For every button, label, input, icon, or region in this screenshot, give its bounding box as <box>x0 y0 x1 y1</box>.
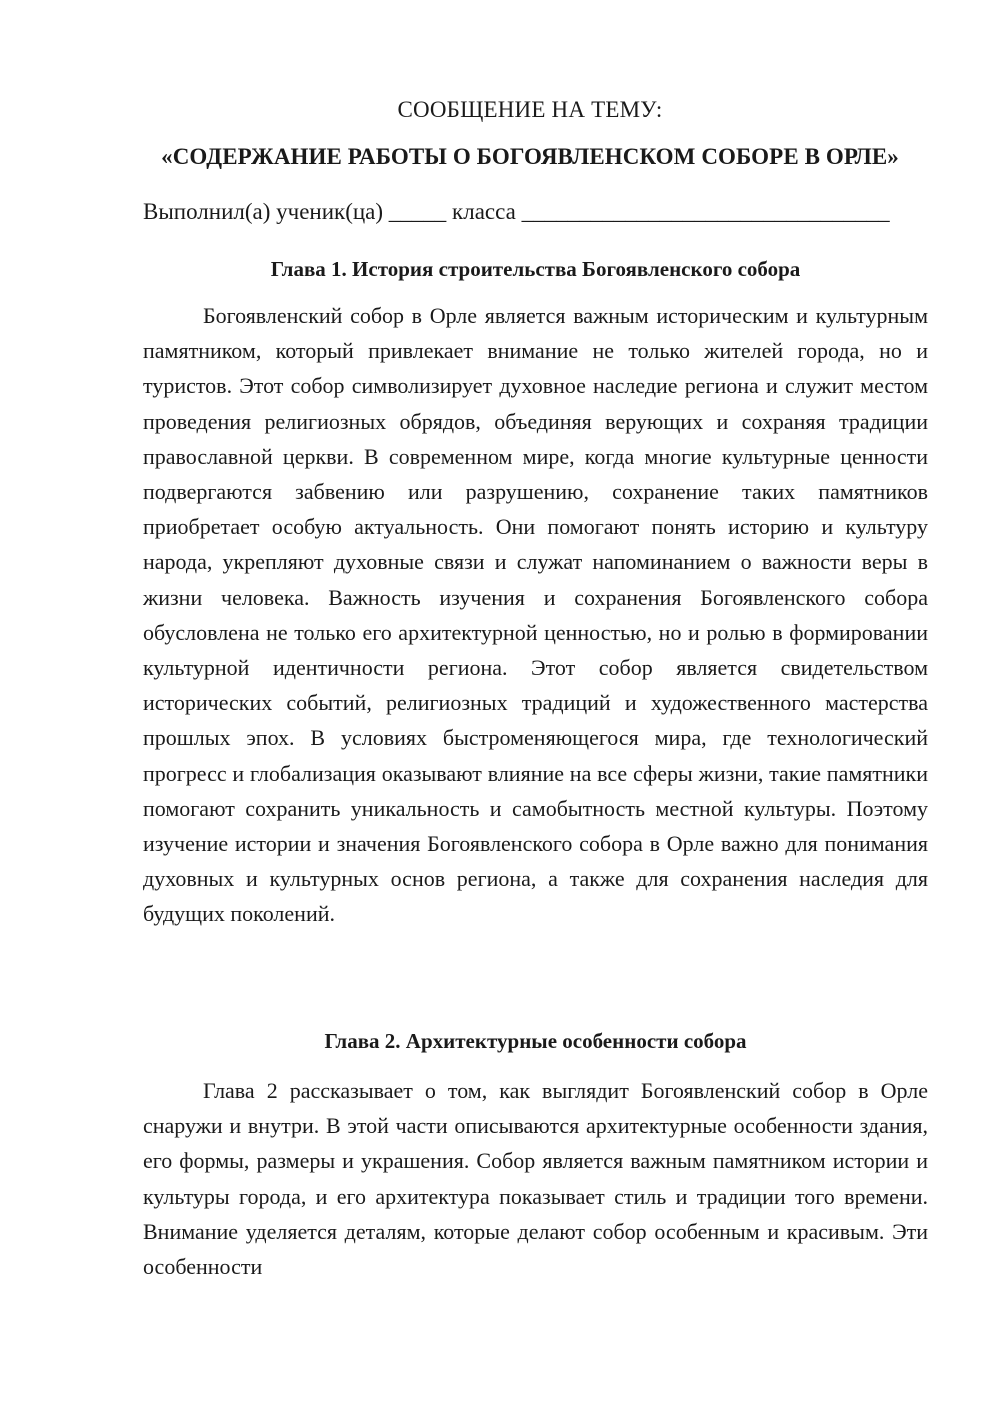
chapter-1-heading: Глава 1. История строительства Богоявленского собора <box>270 257 801 281</box>
chapter-2-heading: Глава 2. Архитектурные особенности собора <box>324 1029 747 1053</box>
document-title-line-2: «СОДЕРЖАНИЕ РАБОТЫ О БОГОЯВЛЕНСКОМ СОБОРЕ В ОРЛЕ» <box>161 144 899 169</box>
chapter-2-paragraph: Глава 2 рассказывает о том, как выглядит Богоявленский собор в Орле снаружи и внутри. В этой части описываются архитектурные особенности здания, его формы, размеры и украшения. Собор является важным памятником истории и культуры города, и его архитектура показывает стиль и традиции того времени. Внимание уделяется деталям, которые делают собор особенным и красивым. Эти особенности <box>143 1078 928 1280</box>
chapter-1-paragraph: Богоявленский собор в Орле является важным историческим и культурным памятником, который привлекает внимание не только жителей города, но и туристов. Этот собор символизирует духовное наследие региона и служит местом проведения религиозных обрядов, объединяя верующих и сохраняя традиции православной церкви. В современном мире, когда многие культурные ценности подвергаются забвению или разрушению, сохранение таких памятников приобретает особую актуальность. Они помогают понять историю и культуру народа, укрепляют духовные связи и служат напоминанием о важности веры в жизни человека. Важность изучения и сохранения Богоявленского собора обусловлена не только его архитектурной ценностью, но и ролью в формировании культурной идентичности региона. Этот собор является свидетельством исторических событий, религиозных традиций и художественного мастерства прошлых эпох. В условиях быстроменяющегося мира, где технологический прогресс и глобализация оказывают влияние на все сферы жизни, такие памятники помогают сохранить уникальность и самобытность местной культуры. Поэтому изучение истории и значения Богоявленского собора в Орле важно для понимания духовных и культурных основ региона, а также для сохранения наследия для будущих поколений. <box>143 303 928 927</box>
document-title-line-1: СООБЩЕНИЕ НА ТЕМУ: <box>397 97 663 122</box>
author-line: Выполнил(а) ученик(ца) _____ класса ________________________________ <box>143 199 890 224</box>
